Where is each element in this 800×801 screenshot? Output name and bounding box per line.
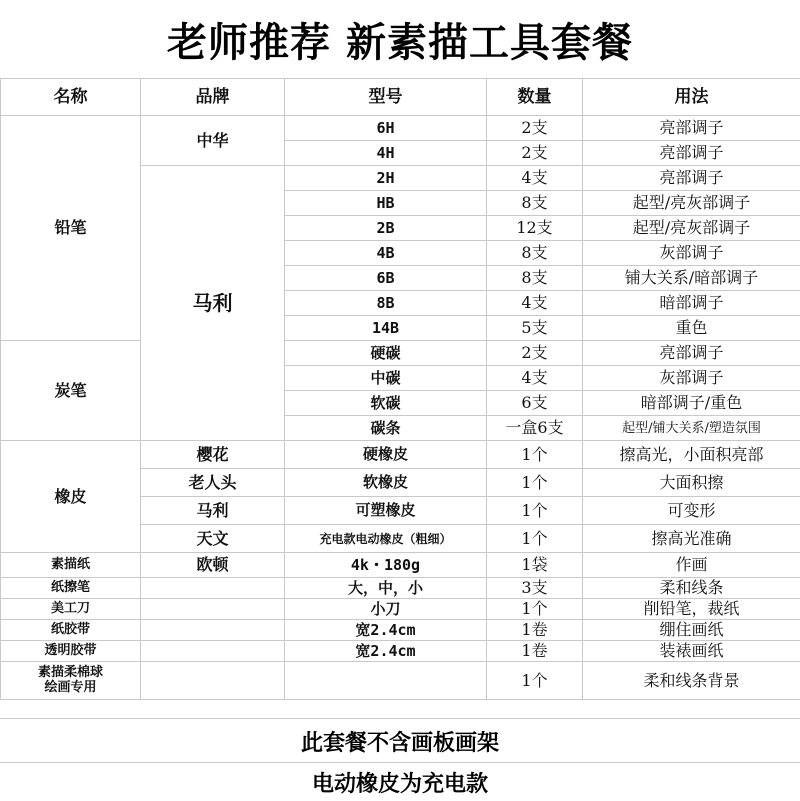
item-name: 透明胶带	[1, 641, 141, 662]
brand-zhonghua: 中华	[141, 116, 285, 166]
page-title: 老师推荐 新素描工具套餐	[0, 0, 800, 78]
quantity-cell: 1卷	[487, 620, 583, 641]
model-cell: 大，中，小	[285, 578, 487, 599]
table-row	[1, 620, 800, 641]
quantity-cell: 5支	[487, 316, 583, 341]
brand-cell-empty	[141, 662, 285, 700]
item-name: 纸胶带	[1, 620, 141, 641]
quantity-cell: 6支	[487, 391, 583, 416]
model-cell: 4H	[285, 141, 487, 166]
brand-cell-empty	[141, 578, 285, 599]
table-row	[1, 441, 800, 469]
model-cell: 宽2.4cm	[285, 641, 487, 662]
usage-cell: 起型/铺大关系/塑造氛围	[583, 416, 800, 441]
group-eraser: 橡皮	[1, 441, 141, 553]
brand-marie-2: 马利	[141, 497, 285, 525]
table-row	[1, 599, 800, 620]
usage-cell: 暗部调子/重色	[583, 391, 800, 416]
brand-canson: 欧顿	[141, 553, 285, 578]
model-cell: 软橡皮	[285, 469, 487, 497]
footer-note-rechargeable: 电动橡皮为充电款	[0, 762, 800, 801]
header-quantity: 数量	[487, 79, 583, 116]
kit-table	[0, 78, 800, 700]
table-row	[1, 578, 800, 599]
brand-laorentou: 老人头	[141, 469, 285, 497]
usage-cell: 灰部调子	[583, 241, 800, 266]
item-name: 纸擦笔	[1, 578, 141, 599]
model-cell: 软碳	[285, 391, 487, 416]
quantity-cell: 4支	[487, 291, 583, 316]
table-row	[1, 553, 800, 578]
usage-cell: 削铅笔，裁纸	[583, 599, 800, 620]
brand-cell-empty	[141, 599, 285, 620]
usage-cell: 起型/亮灰部调子	[583, 191, 800, 216]
model-cell	[285, 662, 487, 700]
quantity-cell: 8支	[487, 241, 583, 266]
table-row	[1, 662, 800, 700]
usage-cell: 起型/亮灰部调子	[583, 216, 800, 241]
quantity-cell: 12支	[487, 216, 583, 241]
item-name-line-1: 素描柔棉球	[1, 666, 140, 681]
header-brand: 品牌	[141, 79, 285, 116]
model-cell: 充电款电动橡皮（粗细）	[285, 525, 487, 553]
model-cell: 6B	[285, 266, 487, 291]
quantity-cell: 一盒6支	[487, 416, 583, 441]
header-model: 型号	[285, 79, 487, 116]
usage-cell: 可变形	[583, 497, 800, 525]
usage-cell: 灰部调子	[583, 366, 800, 391]
quantity-cell: 3支	[487, 578, 583, 599]
group-pencil: 铅笔	[1, 116, 141, 341]
quantity-cell: 1个	[487, 599, 583, 620]
table-row	[1, 116, 800, 141]
usage-cell: 亮部调子	[583, 166, 800, 191]
table-header-row	[1, 79, 800, 116]
model-cell: 宽2.4cm	[285, 620, 487, 641]
quantity-cell: 1个	[487, 662, 583, 700]
brand-tianwen: 天文	[141, 525, 285, 553]
usage-cell: 铺大关系/暗部调子	[583, 266, 800, 291]
model-cell: 小刀	[285, 599, 487, 620]
table-row	[1, 641, 800, 662]
item-name-line-2: 绘画专用	[1, 681, 140, 696]
model-cell: 硬橡皮	[285, 441, 487, 469]
usage-cell: 亮部调子	[583, 141, 800, 166]
usage-cell: 重色	[583, 316, 800, 341]
model-cell: 6H	[285, 116, 487, 141]
brand-cell-empty	[141, 620, 285, 641]
usage-cell: 亮部调子	[583, 116, 800, 141]
quantity-cell: 1卷	[487, 641, 583, 662]
model-cell: 2B	[285, 216, 487, 241]
quantity-cell: 4支	[487, 166, 583, 191]
usage-cell: 擦高光，小面积亮部	[583, 441, 800, 469]
model-cell: 4k・180g	[285, 553, 487, 578]
quantity-cell: 1个	[487, 469, 583, 497]
item-name: 素描纸	[1, 553, 141, 578]
model-cell: 碳条	[285, 416, 487, 441]
usage-cell: 作画	[583, 553, 800, 578]
model-cell: 4B	[285, 241, 487, 266]
quantity-cell: 2支	[487, 141, 583, 166]
quantity-cell: 8支	[487, 191, 583, 216]
usage-cell: 柔和线条	[583, 578, 800, 599]
usage-cell: 绷住画纸	[583, 620, 800, 641]
quantity-cell: 2支	[487, 116, 583, 141]
footer-note-no-easel: 此套餐不含画板画架	[0, 718, 800, 763]
model-cell: 14B	[285, 316, 487, 341]
usage-cell: 装裱画纸	[583, 641, 800, 662]
header-usage: 用法	[583, 79, 800, 116]
brand-sakura: 樱花	[141, 441, 285, 469]
brand-marie: 马利	[141, 166, 285, 441]
quantity-cell: 1个	[487, 497, 583, 525]
usage-cell: 大面积擦	[583, 469, 800, 497]
model-cell: 8B	[285, 291, 487, 316]
brand-cell-empty	[141, 641, 285, 662]
table-row	[1, 341, 800, 366]
group-charcoal: 炭笔	[1, 341, 141, 441]
quantity-cell: 8支	[487, 266, 583, 291]
item-name	[1, 662, 141, 700]
usage-cell: 擦高光准确	[583, 525, 800, 553]
quantity-cell: 1个	[487, 441, 583, 469]
header-name: 名称	[1, 79, 141, 116]
quantity-cell: 1个	[487, 525, 583, 553]
quantity-cell: 1袋	[487, 553, 583, 578]
model-cell: 可塑橡皮	[285, 497, 487, 525]
model-cell: HB	[285, 191, 487, 216]
item-name: 美工刀	[1, 599, 141, 620]
usage-cell: 柔和线条背景	[583, 662, 800, 700]
model-cell: 2H	[285, 166, 487, 191]
usage-cell: 暗部调子	[583, 291, 800, 316]
quantity-cell: 2支	[487, 341, 583, 366]
model-cell: 中碳	[285, 366, 487, 391]
usage-cell: 亮部调子	[583, 341, 800, 366]
quantity-cell: 4支	[487, 366, 583, 391]
model-cell: 硬碳	[285, 341, 487, 366]
